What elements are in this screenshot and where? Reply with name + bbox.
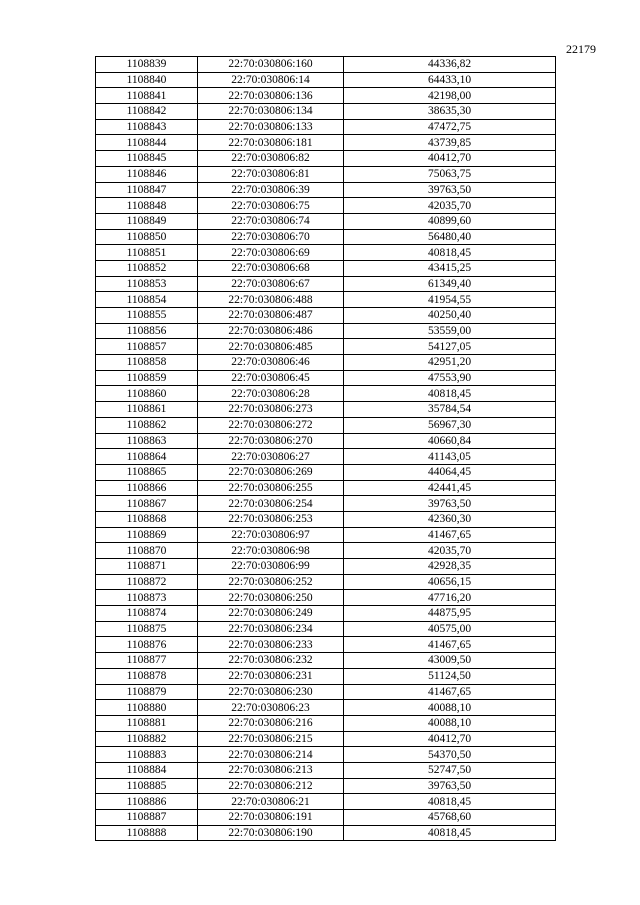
record-number-cell: 1108853 xyxy=(96,276,198,292)
table-row xyxy=(96,151,556,167)
cadastral-value-cell: 40818,45 xyxy=(344,386,556,402)
cadastral-value-cell: 40660,84 xyxy=(344,433,556,449)
record-number-cell: 1108875 xyxy=(96,621,198,637)
cadastral-number-cell: 22:70:030806:270 xyxy=(198,433,344,449)
record-number-cell: 1108879 xyxy=(96,684,198,700)
cadastral-value-cell: 51124,50 xyxy=(344,668,556,684)
cadastral-value-cell: 44336,82 xyxy=(344,57,556,73)
table-row xyxy=(96,260,556,276)
table-row xyxy=(96,684,556,700)
cadastral-number-cell: 22:70:030806:214 xyxy=(198,747,344,763)
cadastral-number-cell: 22:70:030806:487 xyxy=(198,308,344,324)
record-number-cell: 1108873 xyxy=(96,590,198,606)
cadastral-value-cell: 41143,05 xyxy=(344,449,556,465)
table-row xyxy=(96,449,556,465)
table-row xyxy=(96,794,556,810)
cadastral-number-cell: 22:70:030806:98 xyxy=(198,543,344,559)
cadastral-number-cell: 22:70:030806:488 xyxy=(198,292,344,308)
table-row xyxy=(96,182,556,198)
record-number-cell: 1108884 xyxy=(96,762,198,778)
table-row xyxy=(96,637,556,653)
cadastral-value-cell: 43009,50 xyxy=(344,653,556,669)
record-number-cell: 1108870 xyxy=(96,543,198,559)
record-number-cell: 1108866 xyxy=(96,480,198,496)
record-number-cell: 1108854 xyxy=(96,292,198,308)
cadastral-number-cell: 22:70:030806:28 xyxy=(198,386,344,402)
cadastral-value-cell: 42441,45 xyxy=(344,480,556,496)
cadastral-number-cell: 22:70:030806:133 xyxy=(198,119,344,135)
cadastral-value-cell: 47553,90 xyxy=(344,370,556,386)
cadastral-value-cell: 56480,40 xyxy=(344,229,556,245)
cadastral-value-cell: 40412,70 xyxy=(344,731,556,747)
table-row xyxy=(96,731,556,747)
record-number-cell: 1108882 xyxy=(96,731,198,747)
record-number-cell: 1108885 xyxy=(96,778,198,794)
cadastral-value-cell: 44064,45 xyxy=(344,464,556,480)
cadastral-number-cell: 22:70:030806:253 xyxy=(198,511,344,527)
cadastral-value-cell: 44875,95 xyxy=(344,606,556,622)
cadastral-value-cell: 40088,10 xyxy=(344,715,556,731)
record-number-cell: 1108868 xyxy=(96,511,198,527)
record-number-cell: 1108881 xyxy=(96,715,198,731)
record-number-cell: 1108842 xyxy=(96,104,198,120)
cadastral-number-cell: 22:70:030806:273 xyxy=(198,402,344,418)
cadastral-number-cell: 22:70:030806:14 xyxy=(198,72,344,88)
table-row xyxy=(96,496,556,512)
cadastral-number-cell: 22:70:030806:233 xyxy=(198,637,344,653)
cadastral-value-cell: 41954,55 xyxy=(344,292,556,308)
cadastral-number-cell: 22:70:030806:21 xyxy=(198,794,344,810)
record-number-cell: 1108856 xyxy=(96,323,198,339)
table-row xyxy=(96,276,556,292)
cadastral-number-cell: 22:70:030806:230 xyxy=(198,684,344,700)
table-row xyxy=(96,464,556,480)
cadastral-value-cell: 41467,65 xyxy=(344,684,556,700)
cadastral-value-cell: 42360,30 xyxy=(344,511,556,527)
table-row xyxy=(96,433,556,449)
record-number-cell: 1108883 xyxy=(96,747,198,763)
record-number-cell: 1108857 xyxy=(96,339,198,355)
record-number-cell: 1108840 xyxy=(96,72,198,88)
cadastral-number-cell: 22:70:030806:97 xyxy=(198,527,344,543)
cadastral-value-cell: 53559,00 xyxy=(344,323,556,339)
cadastral-number-cell: 22:70:030806:213 xyxy=(198,762,344,778)
cadastral-value-cell: 43415,25 xyxy=(344,260,556,276)
cadastral-value-cell: 40250,40 xyxy=(344,308,556,324)
cadastral-number-cell: 22:70:030806:46 xyxy=(198,355,344,371)
cadastral-value-cell: 42035,70 xyxy=(344,198,556,214)
cadastral-value-cell: 40899,60 xyxy=(344,213,556,229)
cadastral-value-cell: 54370,50 xyxy=(344,747,556,763)
cadastral-number-cell: 22:70:030806:252 xyxy=(198,574,344,590)
cadastral-value-cell: 40818,45 xyxy=(344,794,556,810)
cadastral-value-cell: 41467,65 xyxy=(344,527,556,543)
cadastral-number-cell: 22:70:030806:485 xyxy=(198,339,344,355)
table-row xyxy=(96,653,556,669)
table-row xyxy=(96,825,556,841)
cadastral-value-cell: 42928,35 xyxy=(344,559,556,575)
table-row xyxy=(96,747,556,763)
cadastral-number-cell: 22:70:030806:191 xyxy=(198,810,344,826)
cadastral-number-cell: 22:70:030806:27 xyxy=(198,449,344,465)
cadastral-number-cell: 22:70:030806:68 xyxy=(198,260,344,276)
record-number-cell: 1108880 xyxy=(96,700,198,716)
cadastral-number-cell: 22:70:030806:232 xyxy=(198,653,344,669)
record-number-cell: 1108874 xyxy=(96,606,198,622)
cadastral-number-cell: 22:70:030806:70 xyxy=(198,229,344,245)
cadastral-number-cell: 22:70:030806:215 xyxy=(198,731,344,747)
table-row xyxy=(96,339,556,355)
record-number-cell: 1108850 xyxy=(96,229,198,245)
cadastral-value-cell: 38635,30 xyxy=(344,104,556,120)
table-row xyxy=(96,104,556,120)
record-number-cell: 1108886 xyxy=(96,794,198,810)
table-row xyxy=(96,778,556,794)
table-row xyxy=(96,292,556,308)
record-number-cell: 1108860 xyxy=(96,386,198,402)
record-number-cell: 1108841 xyxy=(96,88,198,104)
cadastral-value-cell: 35784,54 xyxy=(344,402,556,418)
cadastral-number-cell: 22:70:030806:99 xyxy=(198,559,344,575)
record-number-cell: 1108876 xyxy=(96,637,198,653)
record-number-cell: 1108863 xyxy=(96,433,198,449)
cadastral-value-cell: 47472,75 xyxy=(344,119,556,135)
cadastral-value-cell: 41467,65 xyxy=(344,637,556,653)
cadastral-value-cell: 75063,75 xyxy=(344,166,556,182)
registry-table xyxy=(95,56,556,841)
record-number-cell: 1108861 xyxy=(96,402,198,418)
table-row xyxy=(96,590,556,606)
cadastral-number-cell: 22:70:030806:216 xyxy=(198,715,344,731)
cadastral-number-cell: 22:70:030806:250 xyxy=(198,590,344,606)
table-row xyxy=(96,119,556,135)
table-row xyxy=(96,386,556,402)
record-number-cell: 1108844 xyxy=(96,135,198,151)
cadastral-number-cell: 22:70:030806:269 xyxy=(198,464,344,480)
table-row xyxy=(96,213,556,229)
record-number-cell: 1108867 xyxy=(96,496,198,512)
cadastral-number-cell: 22:70:030806:486 xyxy=(198,323,344,339)
record-number-cell: 1108871 xyxy=(96,559,198,575)
cadastral-number-cell: 22:70:030806:160 xyxy=(198,57,344,73)
cadastral-value-cell: 39763,50 xyxy=(344,778,556,794)
cadastral-value-cell: 40656,15 xyxy=(344,574,556,590)
cadastral-value-cell: 40818,45 xyxy=(344,825,556,841)
cadastral-number-cell: 22:70:030806:249 xyxy=(198,606,344,622)
cadastral-value-cell: 40818,45 xyxy=(344,245,556,261)
cadastral-value-cell: 39763,50 xyxy=(344,496,556,512)
cadastral-number-cell: 22:70:030806:67 xyxy=(198,276,344,292)
cadastral-number-cell: 22:70:030806:212 xyxy=(198,778,344,794)
table-row xyxy=(96,621,556,637)
table-row xyxy=(96,668,556,684)
cadastral-number-cell: 22:70:030806:134 xyxy=(198,104,344,120)
cadastral-number-cell: 22:70:030806:254 xyxy=(198,496,344,512)
cadastral-value-cell: 39763,50 xyxy=(344,182,556,198)
table-row xyxy=(96,166,556,182)
page-number: 22179 xyxy=(566,42,596,56)
cadastral-number-cell: 22:70:030806:74 xyxy=(198,213,344,229)
cadastral-number-cell: 22:70:030806:272 xyxy=(198,417,344,433)
cadastral-value-cell: 52747,50 xyxy=(344,762,556,778)
record-number-cell: 1108888 xyxy=(96,825,198,841)
record-number-cell: 1108851 xyxy=(96,245,198,261)
table-row xyxy=(96,559,556,575)
cadastral-number-cell: 22:70:030806:231 xyxy=(198,668,344,684)
table-row xyxy=(96,511,556,527)
cadastral-number-cell: 22:70:030806:81 xyxy=(198,166,344,182)
table-row xyxy=(96,715,556,731)
cadastral-value-cell: 40412,70 xyxy=(344,151,556,167)
cadastral-value-cell: 43739,85 xyxy=(344,135,556,151)
record-number-cell: 1108878 xyxy=(96,668,198,684)
record-number-cell: 1108846 xyxy=(96,166,198,182)
cadastral-number-cell: 22:70:030806:234 xyxy=(198,621,344,637)
table-row xyxy=(96,762,556,778)
record-number-cell: 1108847 xyxy=(96,182,198,198)
cadastral-number-cell: 22:70:030806:45 xyxy=(198,370,344,386)
table-row xyxy=(96,402,556,418)
record-number-cell: 1108843 xyxy=(96,119,198,135)
table-row xyxy=(96,417,556,433)
cadastral-value-cell: 40575,00 xyxy=(344,621,556,637)
table-row xyxy=(96,229,556,245)
table-row xyxy=(96,72,556,88)
table-row xyxy=(96,700,556,716)
record-number-cell: 1108865 xyxy=(96,464,198,480)
cadastral-value-cell: 64433,10 xyxy=(344,72,556,88)
table-row xyxy=(96,810,556,826)
table-row xyxy=(96,527,556,543)
record-number-cell: 1108872 xyxy=(96,574,198,590)
table-row xyxy=(96,480,556,496)
table-row xyxy=(96,198,556,214)
cadastral-number-cell: 22:70:030806:190 xyxy=(198,825,344,841)
record-number-cell: 1108877 xyxy=(96,653,198,669)
table-row xyxy=(96,135,556,151)
cadastral-number-cell: 22:70:030806:39 xyxy=(198,182,344,198)
cadastral-number-cell: 22:70:030806:23 xyxy=(198,700,344,716)
record-number-cell: 1108849 xyxy=(96,213,198,229)
cadastral-value-cell: 47716,20 xyxy=(344,590,556,606)
record-number-cell: 1108859 xyxy=(96,370,198,386)
record-number-cell: 1108869 xyxy=(96,527,198,543)
table-row xyxy=(96,88,556,104)
registry-table-body xyxy=(96,57,556,841)
record-number-cell: 1108862 xyxy=(96,417,198,433)
record-number-cell: 1108855 xyxy=(96,308,198,324)
table-row xyxy=(96,606,556,622)
table-row xyxy=(96,355,556,371)
cadastral-value-cell: 42198,00 xyxy=(344,88,556,104)
record-number-cell: 1108858 xyxy=(96,355,198,371)
record-number-cell: 1108887 xyxy=(96,810,198,826)
cadastral-value-cell: 56967,30 xyxy=(344,417,556,433)
cadastral-number-cell: 22:70:030806:69 xyxy=(198,245,344,261)
cadastral-value-cell: 42951,20 xyxy=(344,355,556,371)
cadastral-value-cell: 40088,10 xyxy=(344,700,556,716)
table-row xyxy=(96,370,556,386)
record-number-cell: 1108845 xyxy=(96,151,198,167)
cadastral-number-cell: 22:70:030806:181 xyxy=(198,135,344,151)
record-number-cell: 1108839 xyxy=(96,57,198,73)
cadastral-value-cell: 42035,70 xyxy=(344,543,556,559)
record-number-cell: 1108864 xyxy=(96,449,198,465)
cadastral-value-cell: 54127,05 xyxy=(344,339,556,355)
cadastral-value-cell: 61349,40 xyxy=(344,276,556,292)
table-row xyxy=(96,543,556,559)
cadastral-number-cell: 22:70:030806:82 xyxy=(198,151,344,167)
table-row xyxy=(96,574,556,590)
cadastral-number-cell: 22:70:030806:136 xyxy=(198,88,344,104)
record-number-cell: 1108852 xyxy=(96,260,198,276)
table-row xyxy=(96,308,556,324)
table-row xyxy=(96,57,556,73)
table-row xyxy=(96,245,556,261)
cadastral-value-cell: 45768,60 xyxy=(344,810,556,826)
cadastral-number-cell: 22:70:030806:75 xyxy=(198,198,344,214)
table-row xyxy=(96,323,556,339)
cadastral-number-cell: 22:70:030806:255 xyxy=(198,480,344,496)
record-number-cell: 1108848 xyxy=(96,198,198,214)
